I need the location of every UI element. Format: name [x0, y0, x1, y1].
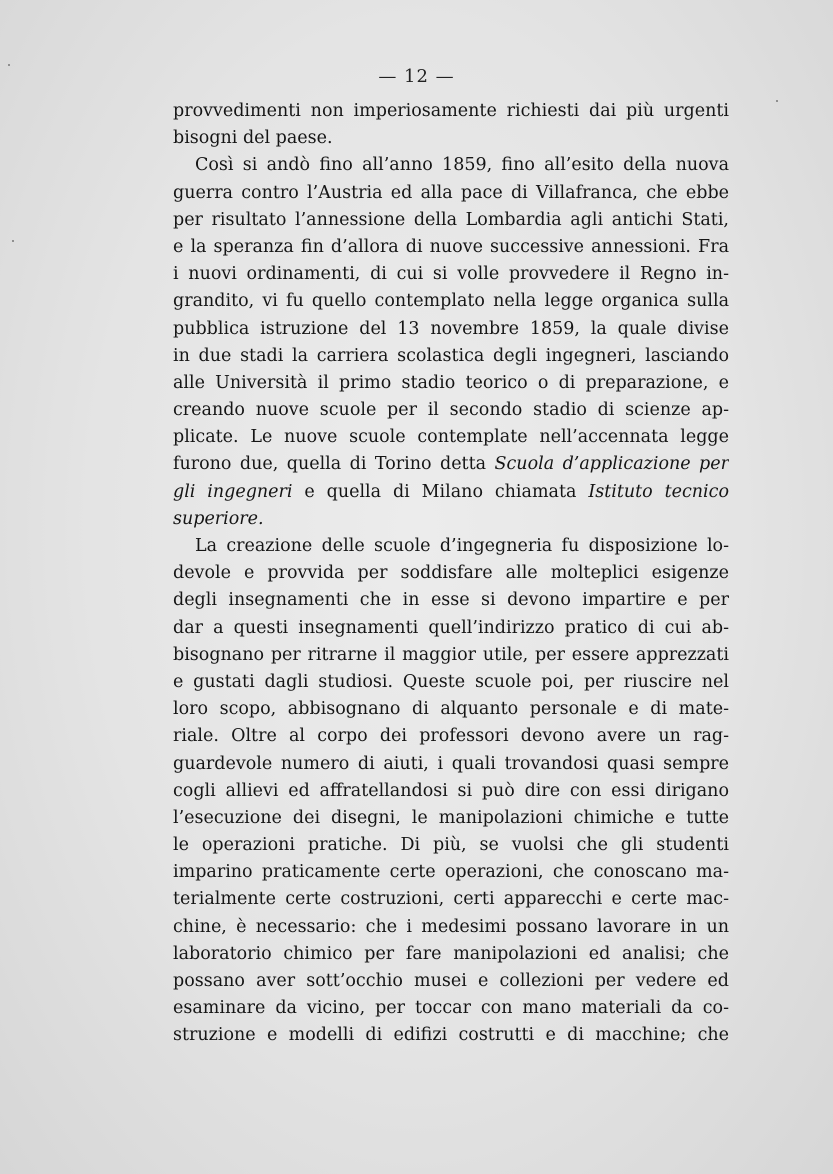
text-line: [173, 642, 729, 669]
text-segment: e quella di Milano chiamata: [292, 481, 589, 502]
text-segment: furono due, quella di Torino detta: [173, 454, 495, 475]
text-line: [173, 914, 729, 941]
text-line: [173, 669, 729, 696]
text-line: [173, 98, 729, 125]
text-segment: possano aver sott’occhio musei e collezioni per vedere ed: [173, 971, 729, 991]
text-line: [173, 288, 729, 315]
text-line: [173, 397, 729, 424]
text-line: [173, 805, 729, 832]
text-line: [173, 615, 729, 642]
text-segment: cogli allievi ed affratellandosi si può dire con essi dirigano: [173, 780, 729, 801]
text-line: [173, 343, 729, 370]
text-segment: pubblica istruzione del 13 novembre 1859, la quale divise: [173, 318, 729, 339]
text-segment: alle Università il primo stadio teorico o di preparazione, e: [173, 372, 729, 393]
text-line: [173, 424, 729, 451]
text-line: [173, 587, 729, 614]
text-line: [173, 778, 729, 805]
text-line: [173, 451, 729, 478]
text-line: [173, 506, 729, 533]
text-line: [173, 234, 729, 261]
paper-speck: [776, 100, 778, 102]
paper-speck: [8, 64, 10, 66]
text-segment: terialmente certe costruzioni, certi apparecchi e certe mac-: [173, 889, 729, 910]
text-segment: provvedimenti non imperiosamente richiesti dai più urgenti: [173, 101, 729, 121]
text-segment: struzione e modelli di edifizi costrutti e di macchine; che: [173, 1025, 729, 1046]
text-segment: in due stadi la carriera scolastica degli ingegneri, lasciando: [173, 345, 729, 366]
text-line: [173, 859, 729, 886]
text-segment: l’esecuzione dei disegni, le manipolazioni chimiche e tutte: [173, 807, 729, 828]
text-line: [173, 560, 729, 587]
text-segment: riale. Oltre al corpo dei professori devono avere un rag-: [173, 726, 729, 747]
text-line: [173, 261, 729, 288]
text-line: [173, 316, 729, 343]
text-segment: degli insegnamenti che in esse si devono impartire e per: [173, 590, 729, 611]
text-line: [173, 370, 729, 397]
text-segment: loro scopo, abbisognano di alquanto personale e di mate-: [173, 699, 729, 720]
italic-text: gli ingegneri: [173, 481, 293, 502]
text-segment: imparino praticamente certe operazioni, che conoscano ma-: [173, 862, 729, 883]
text-segment: plicate. Le nuove scuole contemplate nell’accennata legge: [173, 427, 729, 448]
italic-text: Scuola d’applicazione per: [494, 454, 729, 475]
text-segment: creando nuove scuole per il secondo stadio di scienze ap-: [173, 400, 729, 421]
text-line: [173, 696, 729, 723]
text-segment: laboratorio chimico per fare manipolazioni ed analisi; che: [173, 943, 729, 964]
text-line: [173, 152, 729, 179]
text-segment: dar a questi insegnamenti quell’indirizzo pratico di cui ab-: [173, 617, 729, 638]
text-line: [173, 1022, 729, 1049]
text-segment: guardevole numero di aiuti, i quali trovandosi quasi sempre: [173, 753, 729, 774]
text-line: [173, 125, 729, 152]
text-line: [173, 886, 729, 913]
text-segment: guerra contro l’Austria ed alla pace di Villafranca, che ebbe: [173, 182, 729, 203]
text-segment: devole e provvida per soddisfare alle molteplici esigenze: [173, 563, 729, 584]
italic-text: Istituto tecnico: [588, 481, 729, 502]
body-text: [173, 98, 729, 1050]
text-segment: e la speranza fin d’allora di nuove successive annessioni. Fra: [173, 236, 729, 257]
text-line: [173, 995, 729, 1022]
text-segment: La creazione delle scuole d’ingegneria fu disposizione lo-: [195, 536, 729, 556]
italic-text: superiore.: [173, 508, 264, 529]
page-number: — 12 —: [378, 66, 455, 87]
text-segment: e gustati dagli studiosi. Queste scuole poi, per riuscire nel: [173, 671, 729, 692]
text-line: [173, 751, 729, 778]
text-segment: per risultato l’annessione della Lombardia agli antichi Stati,: [173, 209, 729, 230]
text-line: [173, 479, 729, 506]
text-segment: le operazioni pratiche. Di più, se vuolsi che gli studenti: [173, 835, 729, 856]
text-line: [173, 968, 729, 995]
text-segment: bisognano per ritrarne il maggior utile, per essere apprezzati: [173, 644, 729, 665]
text-segment: grandito, vi fu quello contemplato nella legge organica sulla: [173, 291, 729, 312]
text-line: [173, 180, 729, 207]
text-line: [173, 832, 729, 859]
text-segment: Così si andò fino all’anno 1859, fino all’esito della nuova: [195, 155, 729, 176]
text-line: [173, 941, 729, 968]
text-segment: bisogni del paese.: [173, 128, 333, 149]
text-segment: i nuovi ordinamenti, di cui si volle provvedere il Regno in-: [173, 264, 729, 285]
text-segment: esaminare da vicino, per toccar con mano materiali da co-: [173, 998, 729, 1019]
text-line: [173, 723, 729, 750]
text-line: [173, 533, 729, 560]
text-line: [173, 207, 729, 234]
text-segment: chine, è necessario: che i medesimi possano lavorare in un: [173, 916, 729, 937]
paper-speck: [12, 240, 14, 242]
